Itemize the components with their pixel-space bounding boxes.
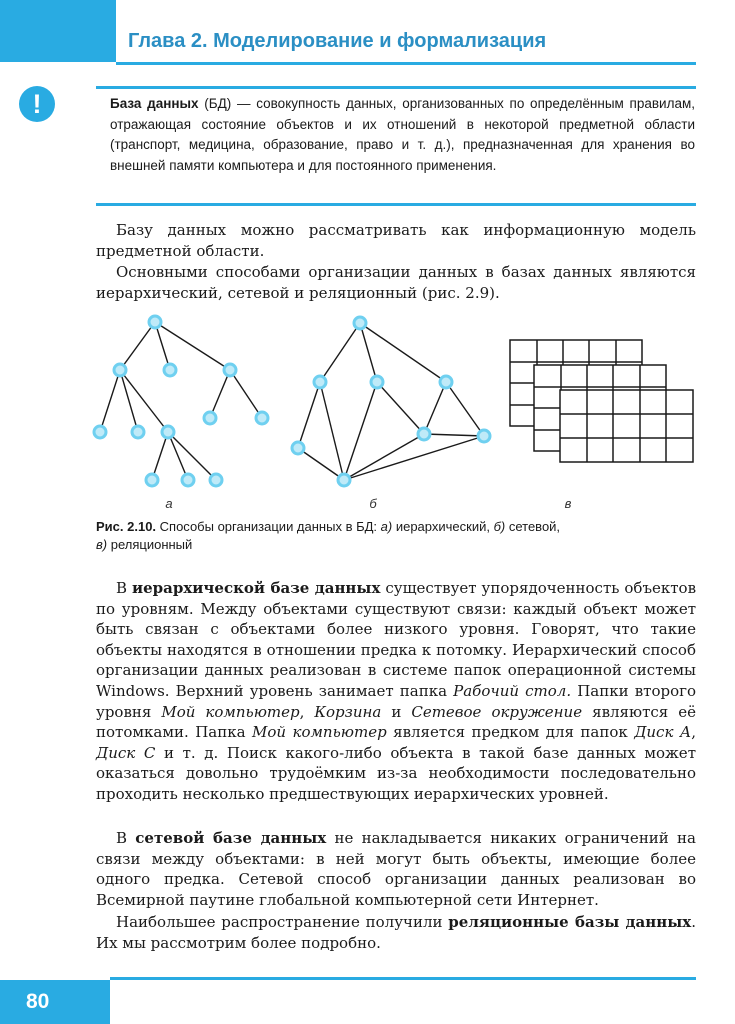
page-number: 80 [26, 990, 50, 1013]
term-hierarchical: иерархической базе данных [132, 579, 381, 597]
hierarchy-nodes [94, 316, 268, 486]
chapter-title: Глава 2. Моделирование и формализация [128, 30, 547, 52]
footer-divider [110, 977, 696, 980]
caption-letter-b: б) [493, 519, 506, 534]
caption-text: Способы организации данных в БД: [156, 519, 381, 534]
caption-text-b: сетевой, [505, 519, 561, 534]
caption-letter-a: а) [380, 519, 393, 534]
table-front [560, 390, 693, 462]
paragraph-hierarchical: В иерархической базе данных существует упорядоченность объектов по уровням. Между объектами существуют связи: каждый объект может быть связан с объектами более низкого уровня. Говорят, что такие объекты находятся в отношении предка к потомку. Иерархический способ организации данных реализован в системе папок операционной системы Windows. Верхний уровень занимает папка Рабочий стол. Папки второго уровня Мой компьютер, Корзина и Сетевое окружение являются её потомками. Папка Мой компьютер является предком для папок Диск А, Диск С и т. д. Поиск какого-либо объекта в такой базе данных может оказаться довольно трудоёмким из-за необходимости последовательно проходить несколько предшествующих иерархических уровней. [96, 579, 697, 803]
caption-number: Рис. 2.10. [96, 519, 157, 534]
paragraph-network: В сетевой базе данных не накладывается никаких ограничений на связи между объектами: в ней могут быть объекты, имеющие более одного предка. Сетевой способ организации данных реализован во Всемирной паутине глобальной компьютерной сети Интернет. [96, 829, 696, 909]
caption-text-c: реляционный [107, 537, 193, 552]
definition-text: (БД) — совокупность данных, организованных по определённым правилам, отражающая состояние объектов и их отношений в некоторой предметной области (транспорт, медицина, образование, право и т. д.), предназначенная для хранения во внешней памяти компьютера и для постоянного применения. [110, 96, 695, 173]
figure-label-b: б [369, 496, 377, 511]
caption-text-a: иерархический, [392, 519, 494, 534]
header-divider [116, 62, 696, 65]
header-accent-strip [0, 0, 116, 62]
figure-data-models [80, 308, 710, 528]
figure-svg [80, 308, 710, 518]
term-network: сетевой базе данных [135, 829, 327, 847]
relational-tables [510, 340, 693, 462]
figure-caption [96, 518, 696, 554]
network-edges [298, 323, 484, 480]
hierarchy-edges [100, 322, 262, 480]
caption-letter-c: в) [96, 537, 108, 552]
definition-box [110, 94, 695, 176]
term-relational: реляционные базы данных [448, 913, 692, 931]
paragraph-relational: Наибольшее распространение получили реляционные базы данных. Их мы рассмотрим более подробно. [96, 913, 696, 952]
paragraph-methods: Основными способами организации данных в базах данных являются иерархический, сетевой и реляционный (рис. 2.9). [96, 263, 696, 302]
definition-top-rule [96, 86, 696, 89]
definition-bottom-rule [96, 203, 696, 206]
definition-term: База данных [110, 96, 199, 111]
exclamation-icon: ! [19, 86, 55, 122]
figure-label-a: а [165, 496, 173, 511]
page-number-box [0, 980, 110, 1024]
figure-label-c: в [564, 496, 572, 511]
paragraph-intro: Базу данных можно рассматривать как информационную модель предметной области. [96, 221, 696, 260]
